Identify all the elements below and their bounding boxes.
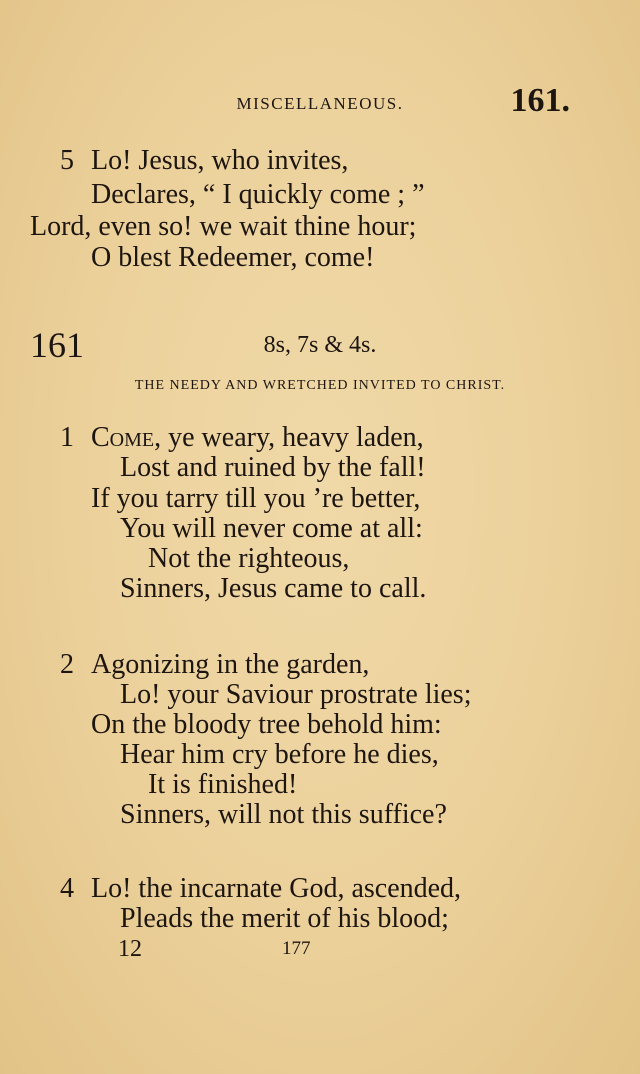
stanza-number: 1 (60, 422, 74, 453)
verse-line: On the bloody tree behold him: (91, 709, 442, 740)
stanza-number: 2 (60, 649, 74, 680)
verse-line: It is finished! (148, 769, 298, 800)
verse-line: Lord, even so! we wait thine hour; (30, 211, 417, 242)
hymn-number: 161 (30, 325, 84, 365)
verse-line: Lo! your Saviour prostrate lies; (120, 679, 472, 710)
stanza-number: 4 (60, 873, 74, 904)
verse-line: Pleads the merit of his blood; (120, 903, 449, 934)
verse-line: Lo! the incarnate God, ascended, (91, 873, 462, 904)
verse-line: Declares, “ I quickly come ; ” (91, 179, 425, 210)
verse-line: You will never come at all: (120, 513, 423, 544)
folio-number: 177 (282, 938, 311, 959)
verse-line: Hear him cry before he dies, (120, 739, 439, 770)
verse-line: O blest Redeemer, come! (91, 242, 375, 273)
initial-word: Come, (91, 422, 162, 453)
verse-line: Sinners, Jesus came to call. (120, 573, 427, 604)
hymn-meter: 8s, 7s & 4s. (263, 332, 377, 358)
verse-line-rest: ye weary, heavy laden, (161, 422, 424, 453)
verse-line: Lo! Jesus, who invites, (91, 145, 349, 176)
verse-line: Agonizing in the garden, (91, 649, 370, 680)
verse-line: If you tarry till you ’re better, (91, 483, 421, 514)
verse-line: Sinners, will not this suffice? (120, 799, 447, 830)
page-number: 161. (510, 82, 570, 119)
verse-line: Lost and ruined by the fall! (120, 452, 426, 483)
hymn-title: THE NEEDY AND WRETCHED INVITED TO CHRIST. (134, 378, 506, 393)
running-title: MISCELLANEOUS. (236, 94, 404, 113)
verse-line (91, 423, 424, 453)
verse-line: Not the righteous, (148, 543, 350, 574)
stanza-number: 5 (60, 145, 74, 176)
signature-mark: 12 (118, 936, 142, 962)
